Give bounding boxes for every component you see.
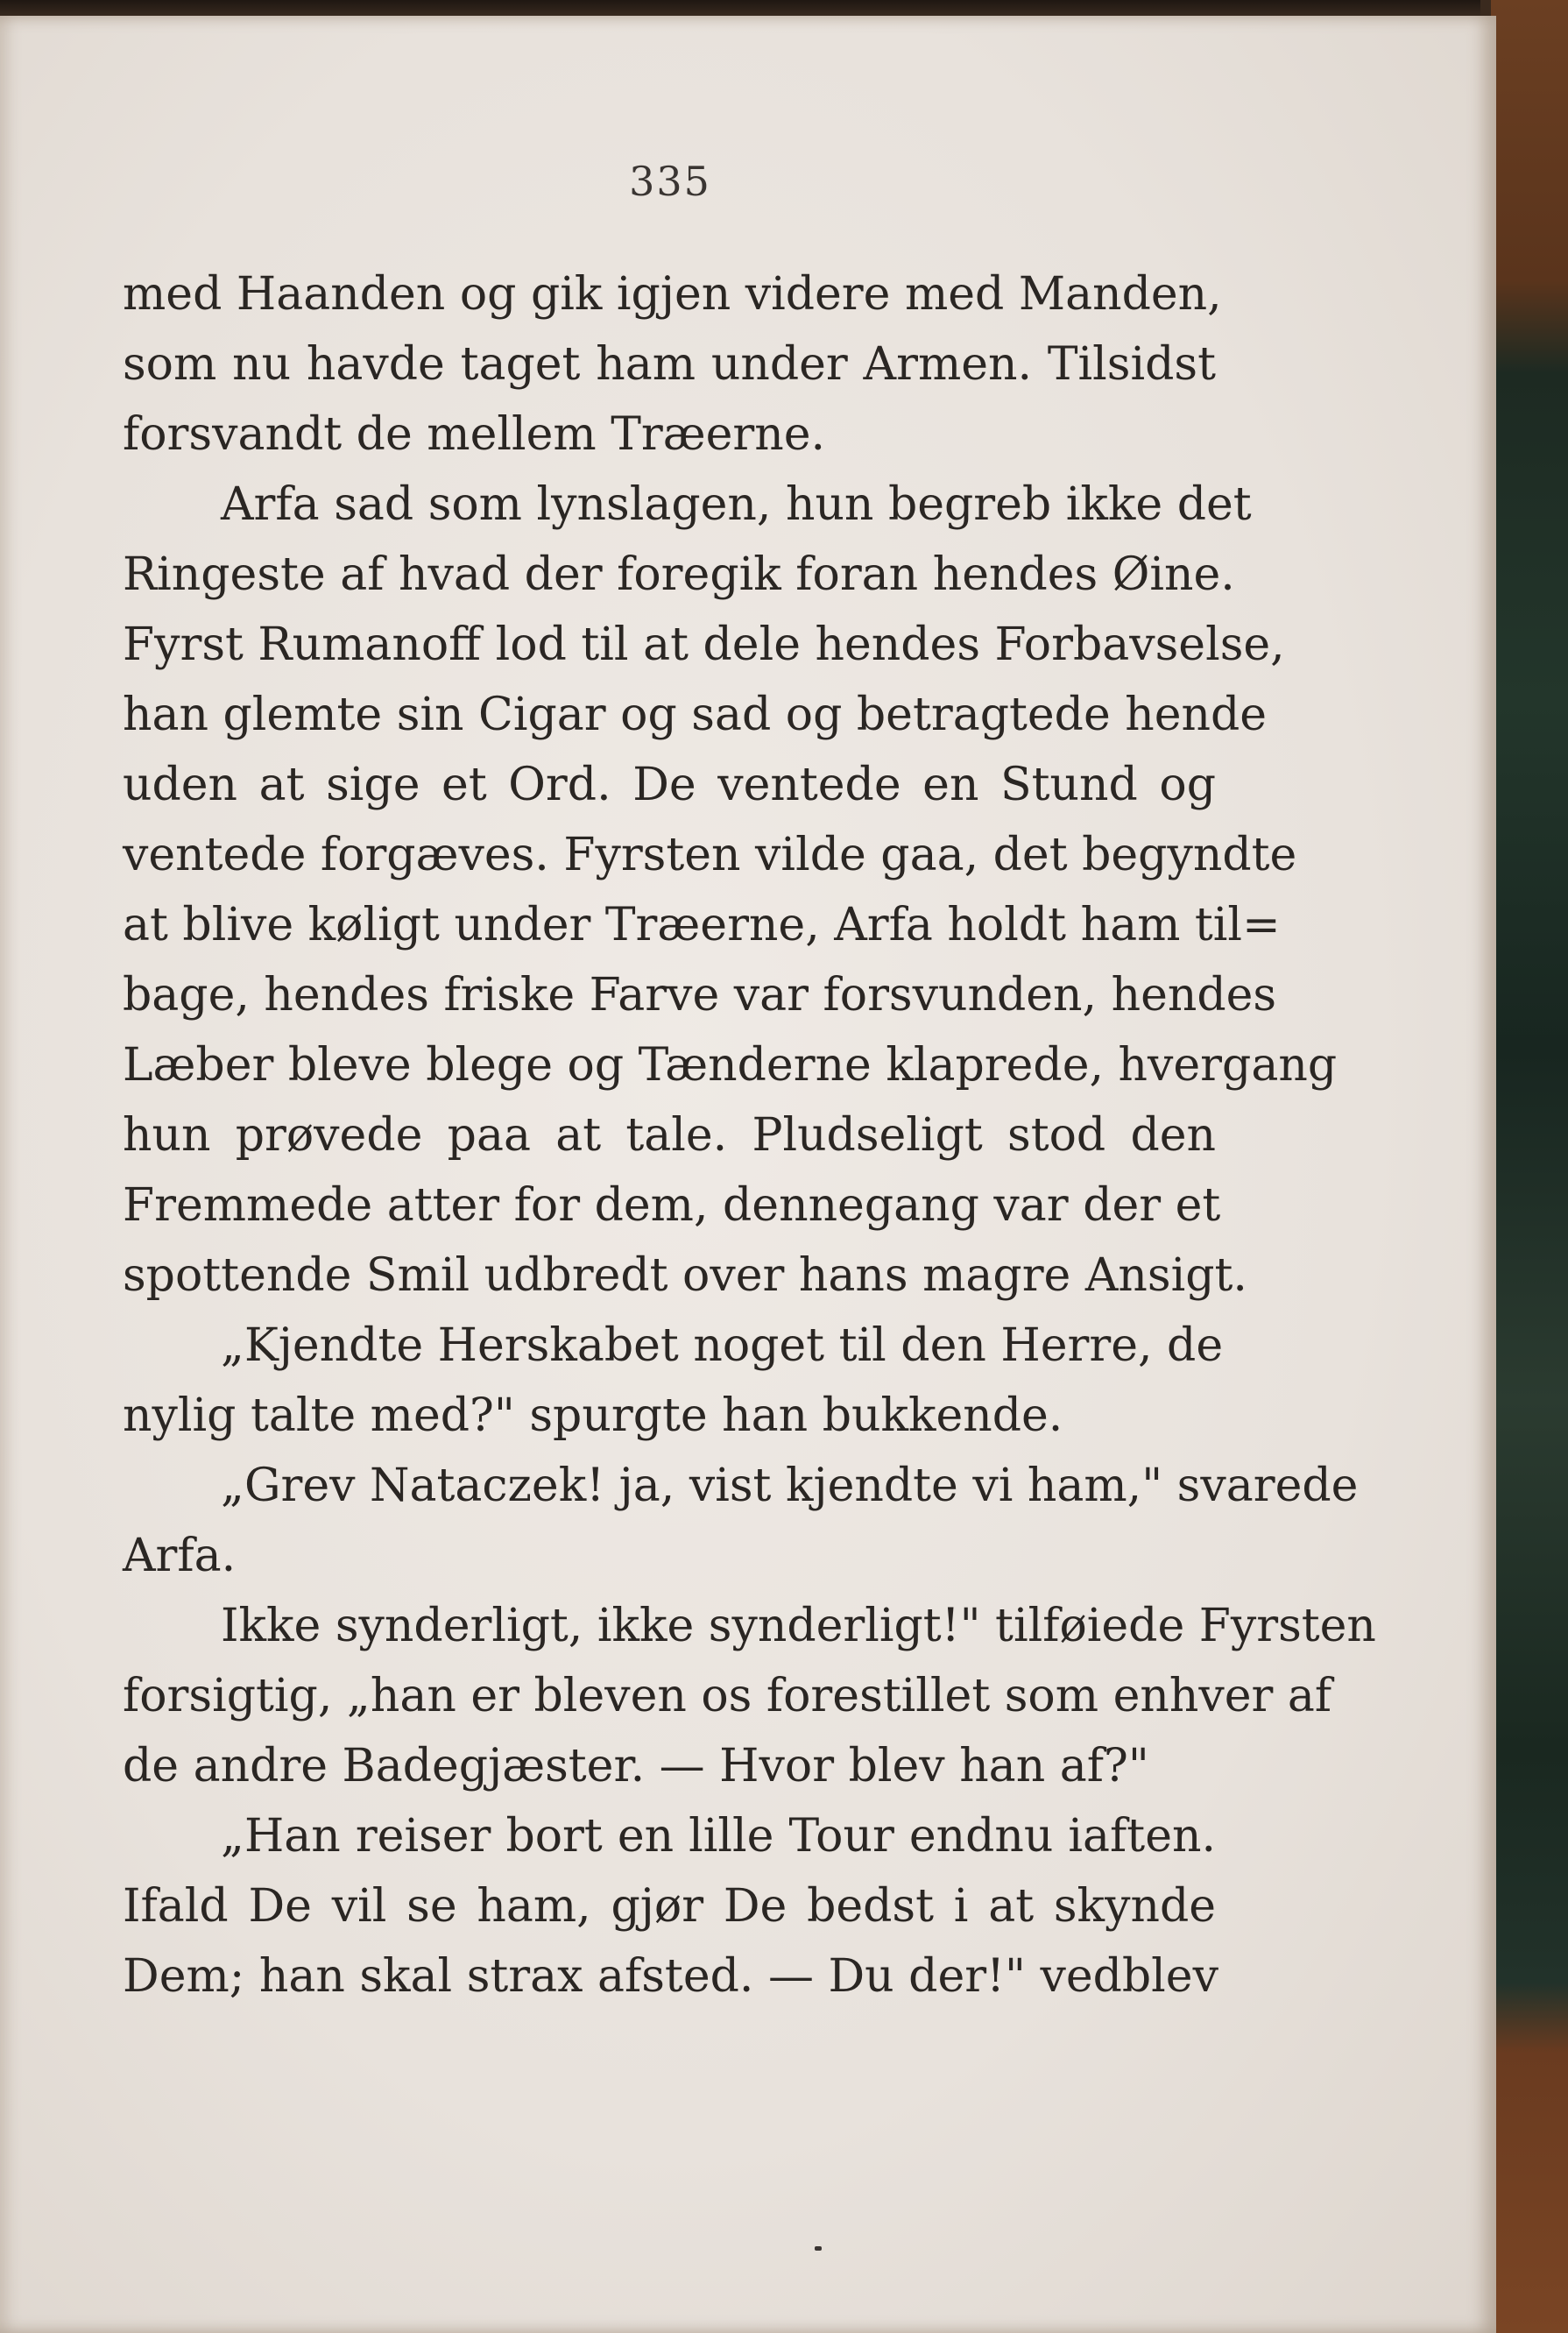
text-line: han glemte sin Cigar og sad og betragtede hende: [123, 689, 1268, 741]
text-line: nylig talte med?" spurgte han bukkende.: [123, 1389, 1063, 1442]
text-line: ventede forgæves. Fyrsten vilde gaa, det begyndte: [123, 829, 1297, 881]
text-line: hun prøvede paa at tale. Pludseligt stod den: [123, 1109, 1216, 1162]
text-line: Læber bleve blege og Tænderne klaprede, hvergang: [123, 1039, 1338, 1092]
text-line: med Haanden og gik igjen videre med Manden,: [123, 268, 1222, 321]
ink-speck: [815, 2246, 822, 2251]
text-line: Ringeste af hvad der foregik foran hendes Øine.: [123, 548, 1235, 601]
text-line: at blive køligt under Træerne, Arfa holdt ham til=: [123, 899, 1281, 951]
top-edge: [0, 0, 1568, 18]
text-line: de andre Badegjæster. — Hvor blev han af?": [123, 1740, 1149, 1792]
text-line: Dem; han skal strax afsted. — Du der!" vedblev: [123, 1950, 1218, 2003]
text-line: Fyrst Rumanoff lod til at dele hendes Forbavselse,: [123, 619, 1285, 671]
text-line: som nu havde taget ham under Armen. Tilsidst: [123, 338, 1216, 391]
text-line: Fremmede atter for dem, dennegang var der et: [123, 1179, 1221, 1232]
text-line: Arfa sad som lynslagen, hun begreb ikke det: [221, 478, 1252, 531]
text-line: Arfa.: [123, 1530, 237, 1582]
text-line: „Kjendte Herskabet noget til den Herre, de: [221, 1319, 1224, 1372]
text-line: „Han reiser bort en lille Tour endnu iaften.: [221, 1810, 1216, 1863]
text-line: forsvandt de mellem Træerne.: [123, 408, 826, 461]
body-text: [123, 259, 1376, 2011]
text-line: spottende Smil udbredt over hans magre Ansigt.: [123, 1249, 1247, 1302]
text-line: bage, hendes friske Farve var forsvunden, hendes: [123, 969, 1277, 1022]
text-line: „Grev Nataczek! ja, vist kjendte vi ham," svarede: [221, 1460, 1359, 1512]
book-page: [0, 16, 1496, 2333]
text-line: Ikke synderligt, ikke synderligt!" tilføiede Fyrsten: [221, 1600, 1376, 1652]
text-line: Ifald De vil se ham, gjør De bedst i at skynde: [123, 1880, 1216, 1933]
text-line: forsigtig, „han er bleven os forestillet som enhver af: [123, 1670, 1332, 1722]
text-line: uden at sige et Ord. De ventede en Stund og: [123, 759, 1216, 811]
page-number: 335: [629, 158, 711, 205]
